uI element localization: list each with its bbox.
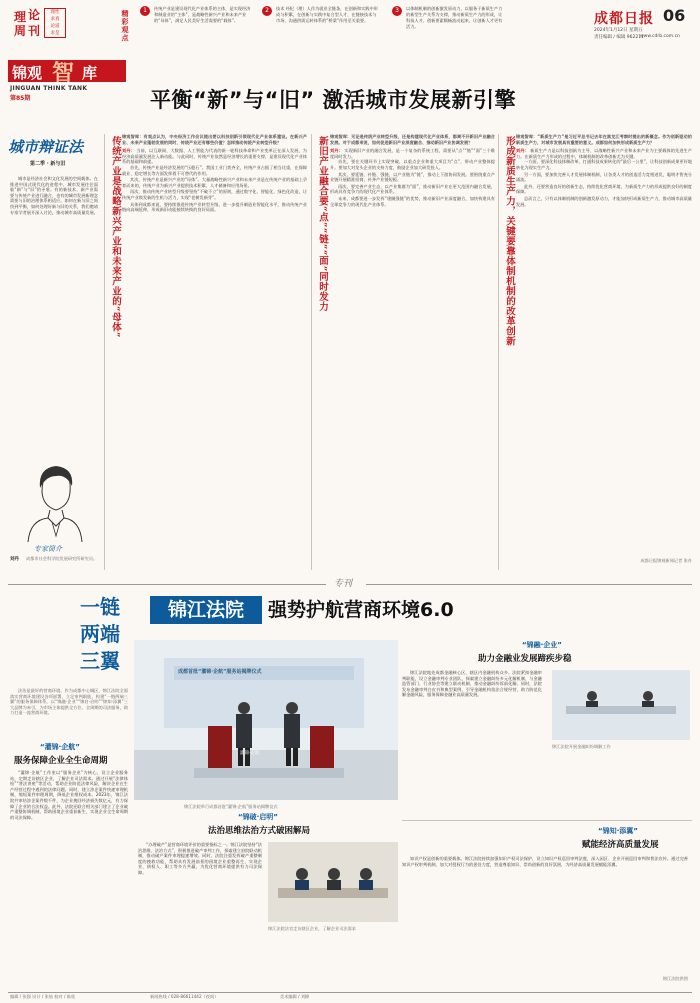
section-text: 知识产权是创新的重要载体。锦江法院持续加强知识产权司法保护，设立知识产权巡回审判法庭，深入园区、企业开展巡回审判和普法宣传。通过完善知识产权审判机制，加大对侵权行为的惩处力度，营造尊重知识、崇尚创新的良好氛围，为经济高质量发展赋能添翼。: [402, 856, 688, 867]
paper-date: 2024年1月12日 星期五: [594, 28, 643, 33]
section-1: [10, 742, 132, 987]
point-text: 技术 经纪（理）人作为就业全链条，在创新和实践中形成与积累，在创新与实践中复合型人才，在链接技术与市场、沟通供需运转体系的“桥梁”作用至关重要。: [276, 6, 378, 23]
section-heading: 赋能经济高质量发展: [582, 840, 659, 850]
photo3-caption: 锦江法院开展金融纠纷调解工作: [552, 744, 611, 749]
qa1-answer-name: 刘丹：: [122, 148, 135, 154]
qa1-paragraph: 当前，以互联网、大数据、人工智能为代表的新一轮科技革命和产业变革正在深入发展，为经济高质量发展注入新动能。与此同时，传统产业依然是经济增长的重要支撑，是建设现代化产业体系的基础和前提。: [122, 148, 307, 165]
photo-ceremony: [134, 640, 398, 800]
section-tag: “灌锦·企航”: [40, 743, 80, 751]
special-banner: [150, 596, 690, 626]
logo-char: 论: [28, 8, 41, 22]
section-tag: “锦破·启明”: [238, 813, 278, 821]
expert-label: 专家简介: [34, 545, 62, 553]
point-text: 以体制机制的创新激发原动力，以服务于新质生产力的新型生产关系为支撑，推动新质生产力的形成，让科技人才、创新要素顺畅流动起来，让创新人才更有活力。: [406, 6, 503, 29]
qa3-paragraph: 总而言之，只有以体制机制的创新激发原动力，才能加快形成新质生产力，推动城市高质量发展。: [516, 195, 692, 207]
photo-desk-text: 灌锦·企航: [240, 751, 260, 756]
logo-char: 周: [14, 24, 27, 38]
qa1-paragraph: 再次，推动传统产业转型升级要坚持“不破不立”的原则，通过数字化、智能化、绿色化改造，让传统产业焕发新的生机与活力，实现“老树发新芽”。: [122, 189, 307, 200]
slogan-line: 求真: [50, 17, 60, 22]
thinktank-title-mid: 智: [52, 61, 75, 86]
qa3-answer-name: 刘丹：: [516, 148, 529, 154]
qa1-title: 传统产业是战略新兴产业和未来产业的“母体”: [110, 136, 121, 338]
special-vertical-line: 两端: [80, 622, 120, 646]
qa3-lead: 锦观智库：“新质生产力”是习近平总书记去年在黑龙江考察时提出的新概念。作为创新驱动的新质生产力，对城市发展具有重要的意义。成都如何加快形成新质生产力？: [516, 134, 692, 145]
qa2-paragraph: 未来，成都要进一步发挥“建圈强链”的优势，推动新旧产业深度融合，加快构建具有全球竞争力的现代化产业体系。: [330, 195, 495, 207]
photo-visit: [268, 842, 398, 922]
qa3-paragraph: 此外，还要营造良好的创新生态，持续优化营商环境，为新质生产力的形成提供良好的制度保障。: [516, 183, 692, 195]
point-number: 3: [392, 6, 402, 16]
column-block: [8, 136, 100, 571]
slogan-line: 求是: [50, 31, 60, 36]
special-vertical-line: 三翼: [80, 649, 120, 673]
qa2-answer-name: 刘丹：: [330, 148, 343, 154]
qa3-paragraph: 一方面，要深化科技体制改革，打通科技成果转化的“最后一公里”，让科技创新成果更好地转化为现实生产力。: [516, 159, 692, 170]
special-vertical-title: [60, 594, 140, 675]
qa2-answer: [330, 148, 495, 548]
website: www.cdrb.com.cn: [640, 34, 680, 39]
section-2-photo: [552, 670, 690, 750]
qa3-credit: 成都日报锦观新闻记者 张舟: [640, 558, 692, 563]
section-tag: “锦知·添翼”: [598, 827, 638, 835]
qa2-paragraph: 实现新旧产业的融合发展，是一个复杂的系统工程，需要从“点”“链”“面”三个维度同时发力。: [330, 148, 495, 159]
qa2-title: 新旧产业融合要“点”“链”“面”同时发力: [317, 136, 328, 312]
section-heading: 服务保障企业全生命周期: [14, 756, 108, 766]
qa1-body: [122, 134, 307, 570]
special-label: 专刊: [334, 579, 353, 589]
qa1-paragraph: 首先，传统产业是经济发展的“压舱石”。我国工业门类齐全，传统产业占据了相当比重，在保障就业、稳定增长等方面发挥着不可替代的作用。: [122, 164, 307, 176]
banner-court: 锦江法院: [150, 596, 262, 624]
section-heading: 助力金融业发展蹄疾步稳: [478, 654, 572, 664]
qa2-body: [330, 134, 495, 570]
slogan-line: 论道: [50, 24, 60, 29]
qa2-paragraph: 首先，要在关键环节上实现突破，以重点企业和重大项目为“点”，带动产业整体提升。要加大对龙头企业的支持力度，鼓励企业加大研发投入。: [330, 159, 495, 170]
section-text: “办理破产”是营商环境评价的重要指标之一。锦江法院坚持“法治思维、法治方式”，积极推进破产审判工作，探索建立府院联动机制，推动破产案件审理提速增效。同时，法院注重发挥破产重整制度的挽救功能，帮助具有发展前景的困境企业重整再生，实现企业、债权人、职工等多方共赢，为优化营商环境提供有力司法保障。: [138, 842, 262, 875]
footer-mid: 新闻热线 / 028-86611442（夜间）: [150, 994, 219, 999]
points-label: 精彩观点: [121, 10, 129, 42]
expert-name: 刘丹: [10, 557, 19, 562]
photo-mediation: [552, 670, 690, 740]
editor-line: 责任编辑 / 编辑 962211: [594, 35, 644, 40]
logo-char: 刊: [28, 24, 41, 38]
footer-rule: [8, 992, 692, 993]
qa3-paragraph: 另一方面，要加快完善人才发展体制机制，让各类人才的创造活力竞相迸发，聪明才智充分涌流。: [516, 171, 692, 183]
thinktank-title-prefix: 锦观: [12, 64, 43, 82]
section-2: [402, 640, 692, 820]
qa2-paragraph: 其次，要延链、补链、强链，以产业链为“链”，推动上下游协同发展。要围绕重点产业链开展精准招商，补齐产业链短板。: [330, 171, 495, 183]
section-3: [138, 812, 400, 988]
edition-number: 06: [663, 6, 686, 25]
divider-qa1: [311, 134, 312, 570]
qa3-body: [516, 134, 692, 570]
special-lead: 法治是最好的营商环境。作为成都中心城区，锦江法院全面落实营商环境建设各项部署，立足审判职能，构建“一链两端三翼”的服务保障体系，以“锦融·企业”“锦启·启明”“锦知·添翼”三大品牌为牵引，为市场主体提供全方位、全周期的司法服务，助力打造一流营商环境。: [10, 688, 128, 716]
footer-right: 美术编辑 / 刘柳: [280, 994, 310, 999]
section-text: 锦江法院地处成都金融核心区，辖区内金融机构众多。法院紧扣金融审判职能，设立金融审判专业团队，探索建立金融纠纷多元化解机制，与金融监管部门、行业协会等建立联动机制，推动金融纠纷诉前化解。同时，法院发布金融审判白皮书和典型案例，引导金融机构依法合规经营，助力防范化解金融风险，服务保障金融业高质量发展。: [402, 670, 542, 698]
special-vertical-line: 一链: [80, 595, 120, 619]
column-intro: 城市是经济社会和文化发展的空间载体。在推进中国式现代化的进程中，城市发展往往面临“新”与“旧”的矛盾。有的新技术、新产业需要与传统产业进行融合，也有的城市发展新理念需要与旧的治理体系相适应。如何在新与旧之间找到平衡，如何处理好新与旧的关系，我们邀请专家学者展开深入讨论，推动城市高质量发展。: [10, 176, 98, 215]
logo-char: 理: [14, 10, 27, 24]
footer-left: 编辑 / 张强 设计 / 张灿 校对 / 陈欣: [10, 994, 76, 999]
thinktank-title-suffix: 库: [82, 64, 98, 82]
special-divider-right: [366, 584, 692, 585]
special-credit: 锦江法院供图: [662, 976, 688, 981]
divider-left: [104, 134, 105, 570]
column-name: 城市辩证法: [8, 138, 84, 156]
masthead: [0, 0, 700, 50]
divider-special: [402, 820, 692, 821]
point-number: 2: [262, 6, 272, 16]
point-text: 传统产业是建设现代化产业体系的主体，是实现经济和制造业的“主体”，是战略性新兴产业和未来产业的“母体”，满足人民美好生活需要的“载体”。: [154, 6, 251, 23]
qa2-paragraph: 再次，要完善产业生态，以产业集群为“面”，推动新旧产业在更大范围内融合发展，形成具有竞争力的现代化产业体系。: [330, 183, 495, 195]
qa3-paragraph: 新质生产力是以科技创新为主导、以战略性新兴产业和未来产业为主要载体的先进生产力。在新质生产力形成的过程中，体制机制的改革创新尤为关键。: [516, 148, 692, 159]
qa1-paragraph: 其次，传统产业是新兴产业的“母体”。大量战略性新兴产业和未来产业是在传统产业的基础上孕育而来的，传统产业为新兴产业提供技术积累、人才储备和应用场景。: [122, 177, 307, 188]
slogan-line: 理性: [50, 10, 60, 15]
expert-bio: 成都市社会科学院发展研究所研究员。: [26, 556, 98, 561]
paper-name: 成都日报: [594, 11, 654, 27]
logo-block: [8, 6, 68, 50]
qa1-answer: [122, 148, 307, 548]
section-heading: 法治思维法治方式破困解局: [208, 826, 311, 836]
thinktank-logo: [8, 52, 128, 102]
expert-portrait: [22, 462, 86, 542]
point-number: 1: [140, 6, 150, 16]
column-season: 第二季 · 新与旧: [30, 161, 66, 167]
qa3-answer: [516, 148, 692, 538]
qa1-lead: 锦观智库：有观点认为，中央经济工作会议提出要以科技创新引领现代化产业体系建设。在新兴产业、未来产业蓬勃发展的同时，传统产业还有哪些价值？怎样推动传统产业转型升级？: [122, 134, 307, 145]
qa1-paragraph: 具体到成都来说，要持续推进传统产业转型升级，进一步提升制造业智能化水平，推动传统产业链向高端延伸，形成新旧动能接续转换的良好局面。: [122, 201, 307, 213]
divider-qa2: [498, 134, 499, 570]
photo-caption: 锦江法院举行成都首批“灌锦·企航”服务站揭牌仪式: [184, 804, 278, 809]
main-headline: 平衡“新”与“旧” 激活城市发展新引擎: [150, 88, 517, 112]
banner-rest: 强势护航营商环境6.0: [268, 599, 454, 621]
section-tag: “锦融·企业”: [522, 641, 562, 649]
photo-stage-text: 成都首批“灌锦·企航”服务站揭牌仪式: [178, 669, 262, 675]
thinktank-english: JINGUAN THINK TANK: [10, 85, 88, 92]
section-3-photo: [268, 842, 398, 932]
qa2-lead: 锦观智库：无论是传统产业转型升级，还是构建现代化产业体系，都离不开新旧产业融合发展。对于成都来说，如何促进新旧产业深度融合、推动新旧产业协调发展？: [330, 134, 495, 145]
slogan-box: [44, 8, 66, 38]
qa3-title: 形成新质生产力，关键要靠体制机制的改革创新: [504, 136, 515, 346]
section-4: [402, 826, 692, 988]
special-divider-left: [8, 584, 326, 585]
section-text: “灌锦·企航”工作室以“服务企业”为核心，设立企业服务站，定期走访辖区企业，了解企业司法需求。通过开展“法律体检”“普法讲座”等活动，帮助企业防范法律风险，解决企业在生产经营过程中遇到的法律问题。同时，建立涉企案件快速审理机制，缩短案件审理周期，降低企业维权成本。2023年，锦江法院共审结涉企案件数千件，为企业挽回经济损失数亿元，有力保障了企业的合法权益。此外，法院还联合相关部门建立了企业破产重整协调机制，帮助困境企业重获新生，实现企业全生命周期的司法保障。: [10, 770, 128, 820]
photo2-caption: 锦江法院法官走访辖区企业，了解企业司法需求: [268, 926, 356, 931]
thinktank-issue: 第85期: [10, 95, 31, 102]
